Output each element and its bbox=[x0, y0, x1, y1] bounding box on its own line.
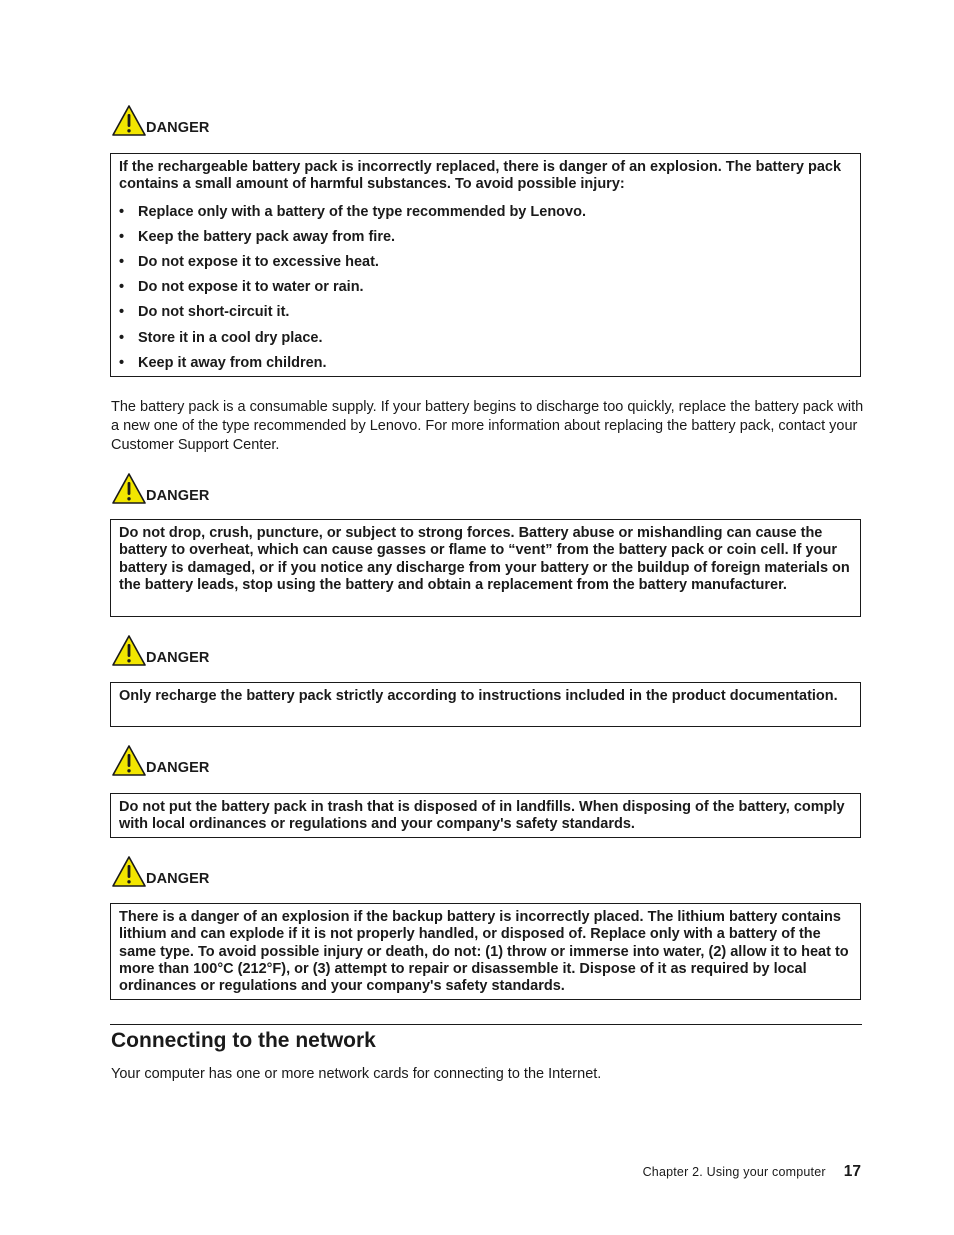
danger-heading bbox=[111, 741, 209, 777]
danger-box bbox=[110, 793, 861, 838]
danger-label: DANGER bbox=[146, 120, 210, 136]
danger-label: DANGER bbox=[146, 871, 210, 887]
section-divider bbox=[110, 1024, 862, 1025]
footer-chapter: Chapter 2. Using your computer bbox=[642, 1165, 826, 1179]
list-item: • Keep the battery pack away from fire. bbox=[119, 229, 852, 254]
danger-label: DANGER bbox=[146, 488, 210, 504]
list-item: • Keep it away from children. bbox=[119, 355, 852, 380]
danger-text: If the rechargeable battery pack is incorrectly replaced, there is danger of an explosion. The battery pack contains a small amount of harmful substances. To avoid possible injury: bbox=[119, 159, 842, 193]
list-item: • Do not short-circuit it. bbox=[119, 304, 852, 329]
danger-heading bbox=[111, 101, 209, 137]
danger-text: Only recharge the battery pack strictly according to instructions included in the product documentation. bbox=[119, 688, 838, 704]
page-footer bbox=[643, 1163, 861, 1181]
warning-icon bbox=[111, 472, 147, 505]
list-item: • Replace only with a battery of the type recommended by Lenovo. bbox=[119, 204, 852, 229]
danger-box bbox=[110, 519, 861, 617]
danger-text: Do not drop, crush, puncture, or subject to strong forces. Battery abuse or mishandling can cause the battery to overheat, which can cause gasses or flame to “vent” from the battery pack or coin cell. If your battery is damaged, or if you notice any discharge from your battery or the buildup of foreign materials on the battery leads, stop using the battery and obtain a replacement from the battery manufacturer. bbox=[119, 525, 850, 593]
danger-heading bbox=[111, 852, 209, 888]
warning-icon bbox=[111, 104, 147, 137]
danger-label: DANGER bbox=[146, 760, 210, 776]
danger-box bbox=[110, 903, 861, 1000]
danger-bullet-list bbox=[119, 204, 852, 380]
danger-box bbox=[110, 153, 861, 377]
danger-label: DANGER bbox=[146, 650, 210, 666]
warning-icon bbox=[111, 744, 147, 777]
danger-heading bbox=[111, 469, 209, 505]
body-paragraph: The battery pack is a consumable supply. If your battery begins to discharge too quickly, replace the battery pack with a new one of the type recommended by Lenovo. For more information about replacing the battery pack, contact your Customer Support Center. bbox=[111, 399, 864, 454]
section-title: Connecting to the network bbox=[111, 1029, 376, 1052]
warning-icon bbox=[111, 634, 147, 667]
list-item: • Do not expose it to water or rain. bbox=[119, 279, 852, 304]
section-body: Your computer has one or more network cards for connecting to the Internet. bbox=[111, 1066, 602, 1082]
danger-box bbox=[110, 682, 861, 727]
danger-text: There is a danger of an explosion if the backup battery is incorrectly placed. The lithium battery contains lithium and can explode if it is not properly handled, or disposed of. Replace only with a battery of the same type. To avoid possible injury or death, do not: (1) throw or immerse into water, (2) allow it to heat to more than 100°C (212°F), or (3) attempt to repair or disassemble it. Dispose of it as required by local ordinances or regulations and your company's safety standards. bbox=[119, 909, 849, 995]
page-number: 17 bbox=[843, 1163, 861, 1180]
danger-heading bbox=[111, 631, 209, 667]
warning-icon bbox=[111, 855, 147, 888]
danger-text: Do not put the battery pack in trash that is disposed of in landfills. When disposing of the battery, comply with local ordinances or regulations and your company's safety standards. bbox=[119, 799, 845, 833]
list-item: • Do not expose it to excessive heat. bbox=[119, 254, 852, 279]
list-item: • Store it in a cool dry place. bbox=[119, 330, 852, 355]
